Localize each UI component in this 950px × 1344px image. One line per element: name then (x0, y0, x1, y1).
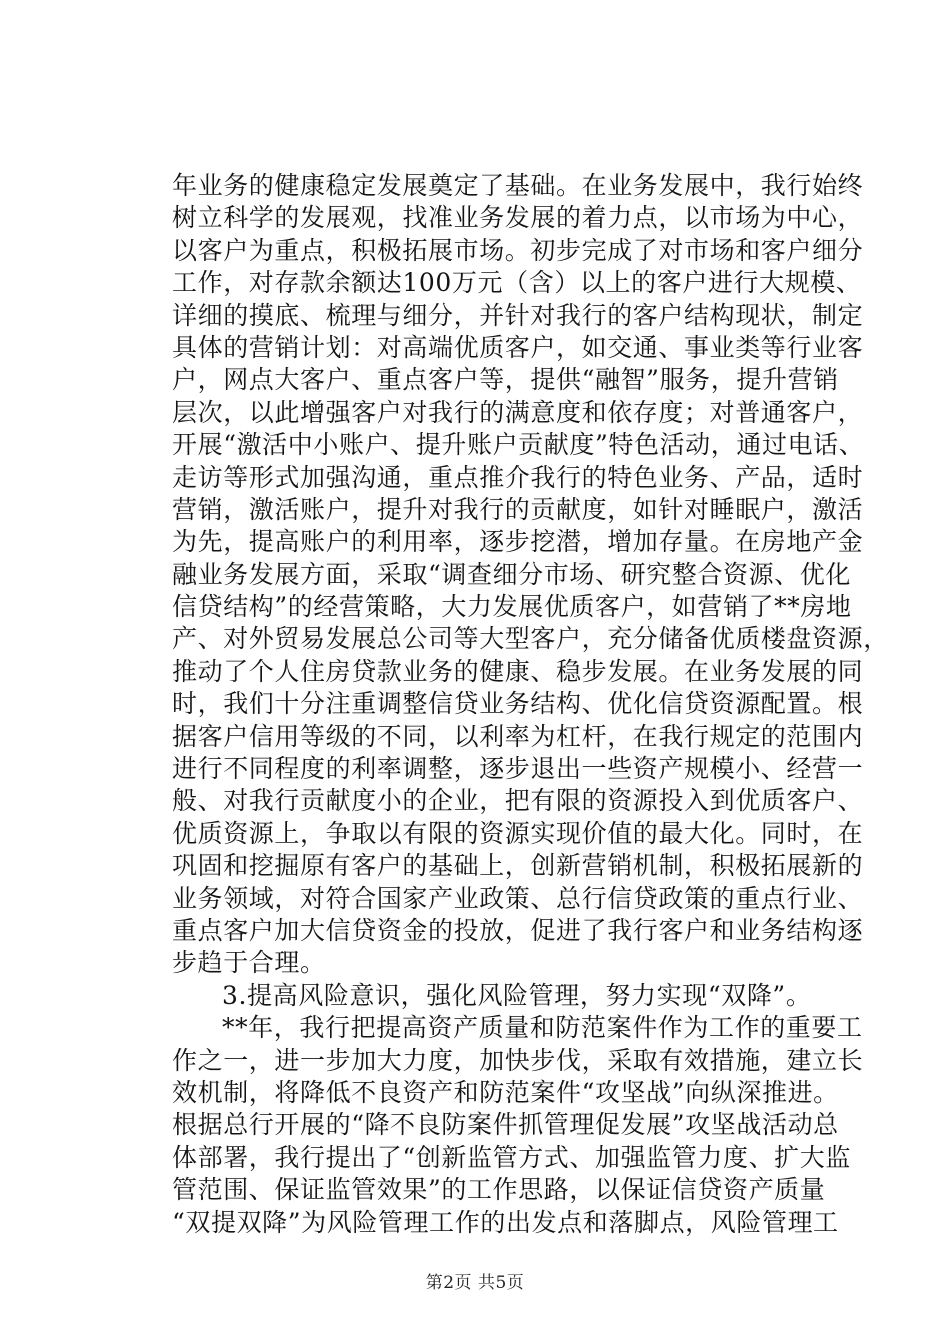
text-line: 树立科学的发展观，找准业务发展的着力点，以市场为中心， (172, 203, 864, 233)
text-line: 层次，以此增强客户对我行的满意度和依存度；对普通客户， (172, 397, 864, 427)
text-line: 业务领域，对符合国家产业政策、总行信贷政策的重点行业、 (172, 883, 864, 913)
text-line: 营销，激活账户，提升对我行的贡献度，如针对睡眠户，激活 (172, 494, 864, 524)
text-line: 步趋于合理。 (172, 948, 326, 978)
text-line: 信贷结构”的经营策略，大力发展优质客户，如营销了**房地 (172, 592, 852, 622)
text-line: 根据总行开展的“降不良防案件抓管理促发展”攻坚战活动总 (172, 1110, 839, 1140)
text-line: 开展“激活中小账户、提升账户贡献度”特色活动，通过电话、 (172, 430, 865, 460)
text-line: 般、对我行贡献度小的企业，把有限的资源投入到优质客户、 (172, 786, 864, 816)
text-line: 具体的营销计划：对高端优质客户，如交通、事业类等行业客 (172, 332, 864, 362)
text-line: 融业务发展方面，采取“调查细分市场、研究整合资源、优化 (172, 559, 851, 589)
text-line: 为先，提高账户的利用率，逐步挖潜，增加存量。在房地产金 (172, 527, 864, 557)
text-line: 优质资源上，争取以有限的资源实现价值的最大化。同时，在 (172, 818, 864, 848)
text-line: 巩固和挖掘原有客户的基础上，创新营销机制，积极拓展新的 (172, 851, 864, 881)
text-line: 据客户信用等级的不同，以利率为杠杆，在我行规定的范围内 (172, 721, 864, 751)
text-line: 详细的摸底、梳理与细分，并针对我行的客户结构现状，制定 (172, 300, 864, 330)
text-line: 年业务的健康稳定发展奠定了基础。在业务发展中，我行始终 (172, 171, 864, 200)
text-line: 作之一，进一步加大力度，加快步伐，采取有效措施，建立长 (172, 1045, 864, 1075)
text-line: 体部署，我行提出了“创新监管方式、加强监管力度、扩大监 (172, 1142, 851, 1172)
body-text (172, 170, 889, 1239)
text-line: 产、对外贸易发展总公司等大型客户，充分储备优质楼盘资源， (172, 624, 889, 654)
text-line: 效机制，将降低不良资产和防范案件“攻坚战”向纵深推进。 (172, 1077, 839, 1107)
text-line: 管范围、保证监管效果”的工作思路，以保证信贷资产质量 (172, 1175, 826, 1205)
page-footer: 第2页 共5页 (425, 1273, 525, 1293)
text-line: “双提双降”为风险管理工作的出发点和落脚点，风险管理工 (172, 1207, 839, 1237)
text-line: 重点客户加大信贷资金的投放，促进了我行客户和业务结构逐 (172, 915, 864, 945)
text-line: 进行不同程度的利率调整，逐步退出一些资产规模小、经营一 (172, 754, 864, 784)
text-line: 工作，对存款余额达100万元（含）以上的客户进行大规模、 (172, 268, 862, 298)
text-line: 走访等形式加强沟通，重点推介我行的特色业务、产品，适时 (172, 462, 864, 492)
section-heading: 3.提高风险意识，强化风险管理，努力实现“双降”。 (222, 980, 812, 1010)
text-line: 推动了个人住房贷款业务的健康、稳步发展。在业务发展的同 (172, 656, 864, 686)
text-line: 时，我们十分注重调整信贷业务结构、优化信贷资源配置。根 (172, 689, 864, 719)
paragraph-start: **年，我行把提高资产质量和防范案件作为工作的重要工 (222, 1013, 863, 1043)
text-line: 以客户为重点，积极拓展市场。初步完成了对市场和客户细分 (172, 235, 864, 265)
text-line: 户，网点大客户、重点客户等，提供“融智”服务，提升营销 (172, 365, 839, 395)
